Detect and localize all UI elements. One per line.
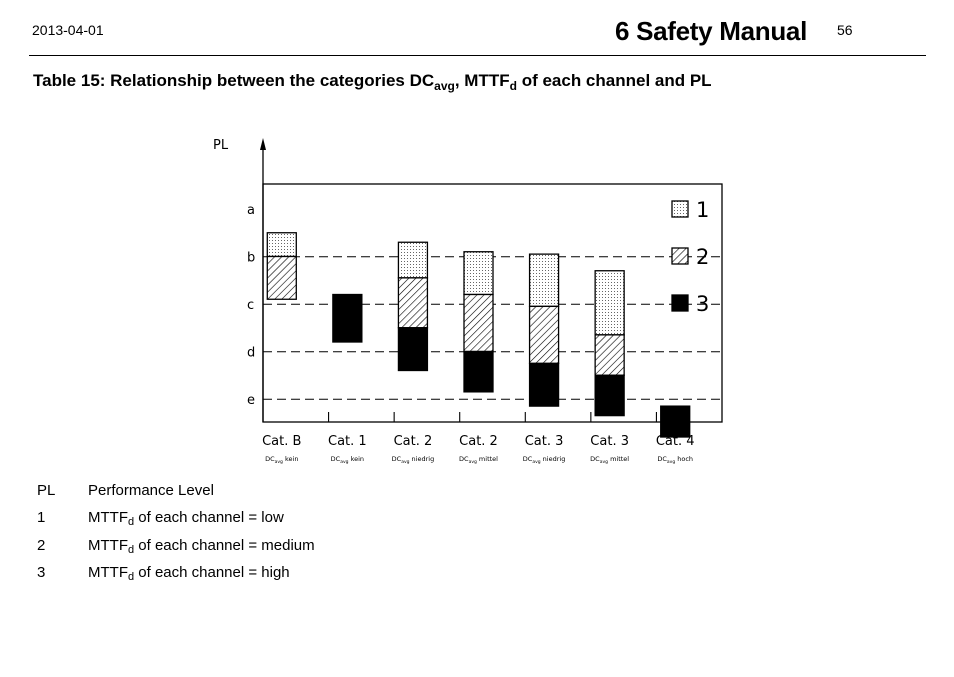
bar-segment-series-1 xyxy=(398,242,427,278)
header-divider xyxy=(29,55,926,56)
legend-swatch-3 xyxy=(672,295,688,311)
x-sub-label: $DC_{avg}$ mittel xyxy=(590,455,630,465)
x-sub-label: $DC_{avg}$ kein xyxy=(265,455,299,465)
page-title: 6 Safety Manual xyxy=(615,16,808,46)
bar-segment-series-2 xyxy=(398,278,427,328)
pl-chart xyxy=(205,128,730,473)
legend-key: 1 xyxy=(37,509,46,526)
bar-segment-series-1 xyxy=(464,252,493,295)
x-tick-label: Cat. 1 xyxy=(328,434,367,449)
y-axis-label: PL xyxy=(213,138,229,153)
x-sub-label: $DC_{avg}$ hoch xyxy=(657,455,694,465)
x-tick-label: Cat. 4 xyxy=(655,434,695,449)
x-tick-label: Cat. 3 xyxy=(590,434,629,449)
bar-segment-series-3 xyxy=(333,295,362,343)
bar-segment-series-2 xyxy=(464,295,493,352)
bar-segment-series-2 xyxy=(267,257,296,300)
legend-key: 3 xyxy=(37,564,46,581)
x-sub-label: $DC_{avg}$ niedrig xyxy=(391,455,435,465)
x-tick-label: Cat. 3 xyxy=(524,434,564,449)
table-caption: Table 15: Relationship between the categories $DC_{avg}$, $MTTF_d$ of each channel and PL xyxy=(33,71,712,93)
x-tick-label: Cat. B xyxy=(262,434,302,449)
legend-label-2: 2 xyxy=(696,245,710,269)
legend-label-3: 3 xyxy=(696,292,710,316)
header-date: 2013-04-01 xyxy=(32,22,104,38)
legend-label-1: 1 xyxy=(696,198,710,222)
y-tick-label: b xyxy=(247,250,256,266)
y-tick-label: a xyxy=(247,203,255,218)
legend-key: PL xyxy=(37,482,56,499)
x-sub-label: $DC_{avg}$ kein xyxy=(330,455,365,465)
legend-desc: $MTTF_d$ of each channel = low xyxy=(88,509,284,528)
bar-segment-series-3 xyxy=(398,328,427,371)
bar-segment-series-3 xyxy=(595,375,624,415)
y-axis-arrow xyxy=(260,138,266,150)
legend-swatch-1 xyxy=(672,201,688,217)
x-tick-label: Cat. 2 xyxy=(459,434,498,449)
bar-segment-series-2 xyxy=(530,306,559,363)
legend-desc: $MTTF_d$ of each channel = medium xyxy=(88,537,315,556)
x-sub-label: $DC_{avg}$ mittel xyxy=(459,455,498,465)
page-number: 56 xyxy=(837,22,853,38)
x-sub-label: $DC_{avg}$ niedrig xyxy=(522,455,566,465)
legend-desc: $MTTF_d$ of each channel = high xyxy=(88,564,290,583)
x-tick-label: Cat. 2 xyxy=(393,434,433,449)
legend-key: 2 xyxy=(37,537,46,554)
y-tick-label: c xyxy=(247,298,255,313)
bar-segment-series-3 xyxy=(530,363,559,406)
pl-chart-svg xyxy=(205,128,730,473)
y-tick-label: e xyxy=(247,393,255,408)
bar-segment-series-1 xyxy=(530,254,559,306)
y-tick-label: d xyxy=(247,345,256,361)
bar-segment-series-1 xyxy=(595,271,624,335)
bar-segment-series-1 xyxy=(267,233,296,257)
bar-segment-series-3 xyxy=(464,352,493,392)
bar-segment-series-2 xyxy=(595,335,624,375)
legend-swatch-2 xyxy=(672,248,688,264)
bar-segment-series-3 xyxy=(661,406,690,437)
legend-desc: Performance Level xyxy=(88,482,214,499)
